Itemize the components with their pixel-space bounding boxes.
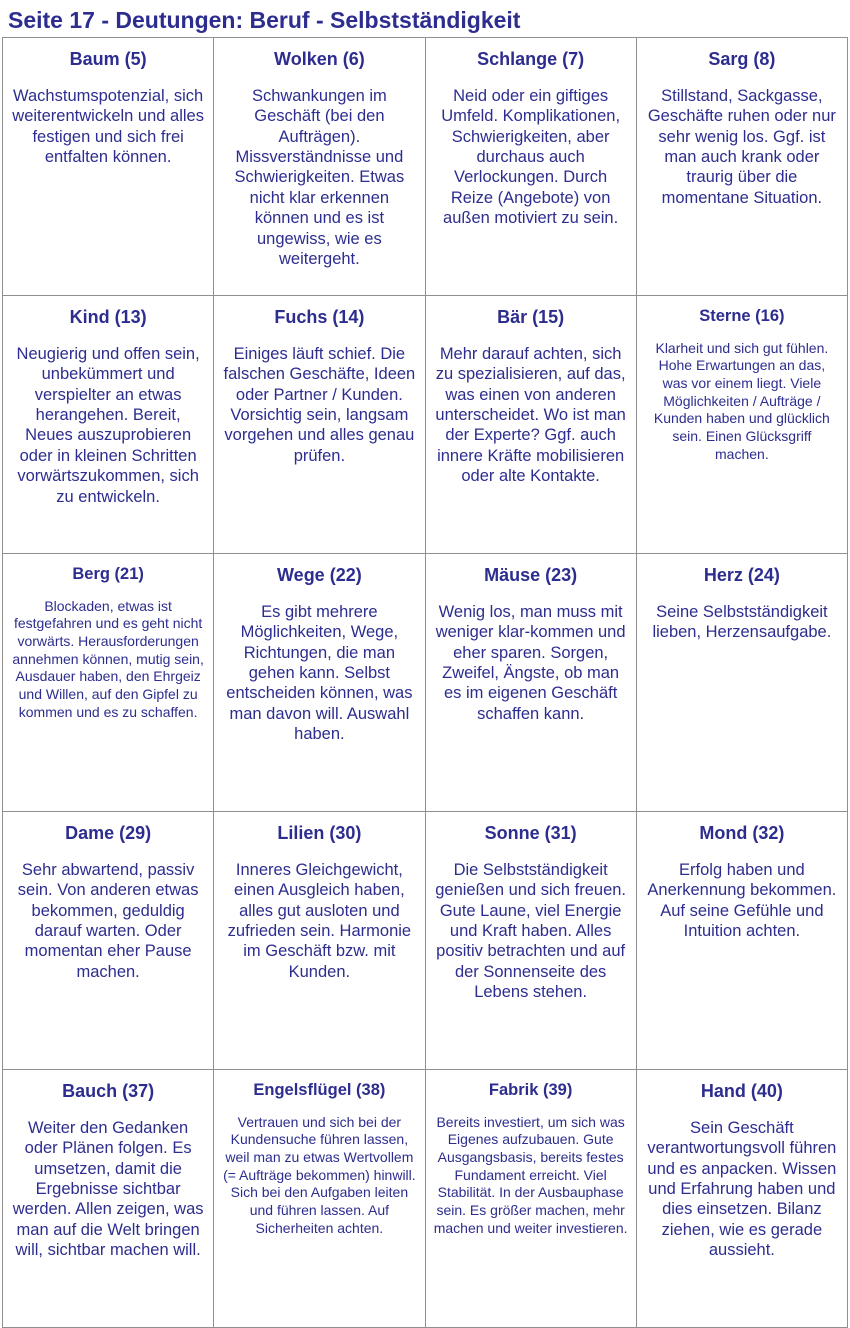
card-body: Wenig los, man muss mit weniger klar-kommen und eher sparen. Sorgen, Zweifel, Ängste, ob man es im eigenen Geschäft schaffen kann. [435, 602, 626, 723]
card-title: Kind (13) [69, 307, 147, 327]
card-title: Engelsflügel (38) [253, 1081, 386, 1099]
card-body: Wachstumspotenzial, sich weiterentwickeln und alles festigen und sich frei entfalten können. [12, 86, 204, 166]
card-cell [3, 38, 214, 296]
card-body: Schwankungen im Geschäft (bei den Aufträgen). Missverständnisse und Schwierigkeiten. Etwas nicht klar erkennen können und es ist ungewiss, wie es weitergeht. [234, 86, 405, 269]
page-title: Seite 17 - Deutungen: Beruf - Selbstständigkeit [8, 7, 521, 33]
card-title: Mond (32) [699, 823, 785, 843]
card-body: Die Selbstständigkeit genießen und sich freuen. Gute Laune, viel Energie und Kraft haben. Alles positiv betrachten und auf der Sonnenseite des Lebens stehen. [435, 860, 627, 1002]
card-body: Mehr darauf achten, sich zu spezialisieren, auf das, was einen von anderen unterscheidet. Wo ist man der Experte? Ggf. auch innere Kräfte mobilisieren oder alte Kontakte. [435, 344, 626, 486]
card-body: Seine Selbstständigkeit lieben, Herzensaufgabe. [652, 602, 832, 642]
card-title: Baum (5) [69, 49, 147, 69]
card-body: Neid oder ein giftiges Umfeld. Komplikationen, Schwierigkeiten, aber durchaus auch Verlockungen. Durch Reize (Angebote) von außen motiviert zu sein. [441, 86, 621, 228]
card-cell [214, 1070, 425, 1328]
card-title: Bär (15) [497, 307, 565, 327]
card-cell [214, 296, 425, 554]
card-body: Sein Geschäft verantwortungsvoll führen und es anpacken. Wissen und Erfahrung haben und dies einsetzen. Bilanz ziehen, wie es gerade aussieht. [647, 1118, 837, 1260]
card-cell [637, 296, 848, 554]
card-body: Klarheit und sich gut fühlen. Hohe Erwartungen an das, was vor einem liegt. Viele Möglichkeiten / Aufträge / Kunden haben und glücklich sein. Einen Glücksgriff machen. [653, 339, 830, 462]
card-cell [426, 296, 637, 554]
card-cell [214, 554, 425, 812]
card-cell [426, 1070, 637, 1328]
card-title: Fuchs (14) [274, 307, 365, 327]
card-body: Bereits investiert, um sich was Eigenes aufzubauen. Gute Ausgangsbasis, bereits festes Fundament erreicht. Viel Stabilität. In der Ausbauphase sein. Es größer machen, mehr machen und weiter investieren. [433, 1113, 628, 1236]
card-cell [426, 38, 637, 296]
card-title: Mäuse (23) [484, 565, 578, 585]
card-title: Bauch (37) [62, 1081, 155, 1101]
card-cell [3, 1070, 214, 1328]
card-cell [3, 812, 214, 1070]
card-title: Dame (29) [65, 823, 152, 843]
card-title: Sonne (31) [484, 823, 577, 843]
card-body: Inneres Gleichgewicht, einen Ausgleich haben, alles gut ausloten und zufrieden sein. Harmonie im Geschäft bzw. mit Kunden. [227, 860, 412, 981]
card-title: Berg (21) [72, 565, 144, 583]
card-body: Stillstand, Sackgasse, Geschäfte ruhen oder nur sehr wenig los. Ggf. ist man auch krank oder traurig über die momentane Situation. [647, 86, 836, 207]
card-cell [637, 554, 848, 812]
card-cell [426, 554, 637, 812]
card-title: Sterne (16) [699, 307, 785, 325]
card-body: Sehr abwartend, passiv sein. Von anderen etwas bekommen, geduldig darauf warten. Oder momentan eher Pause machen. [17, 860, 199, 981]
card-cell [214, 38, 425, 296]
card-title: Herz (24) [703, 565, 780, 585]
card-cell [3, 296, 214, 554]
card-title: Schlange (7) [477, 49, 585, 69]
card-title: Fabrik (39) [488, 1081, 573, 1099]
card-body: Blockaden, etwas ist festgefahren und es geht nicht vorwärts. Herausforderungen annehmen können, mutig sein, Ausdauer haben, den Ehrgeiz und Willen, auf den Gipfel zu kommen und es zu schaffen. [12, 597, 204, 720]
cards-grid [2, 37, 848, 1328]
card-cell [637, 38, 848, 296]
card-body: Neugierig und offen sein, unbekümmert und verspielter an etwas herangehen. Bereit, Neues auszuprobieren oder in kleinen Schritten vorwärtszukommen, sich zu entwickeln. [16, 344, 200, 506]
card-cell [426, 812, 637, 1070]
card-title: Wolken (6) [274, 49, 365, 69]
card-cell [637, 812, 848, 1070]
card-title: Sarg (8) [708, 49, 776, 69]
card-title: Wege (22) [277, 565, 362, 585]
card-cell [637, 1070, 848, 1328]
card-body: Weiter den Gedanken oder Plänen folgen. Es umsetzen, damit die Ergebnisse sichtbar werden. Allen zeigen, was man auf die Welt bringen will, sichtbar machen will. [12, 1118, 204, 1260]
card-body: Es gibt mehrere Möglichkeiten, Wege, Richtungen, die man gehen kann. Selbst entscheiden können, was man davon will. Auswahl haben. [226, 602, 413, 744]
card-title: Lilien (30) [277, 823, 362, 843]
card-cell [214, 812, 425, 1070]
card-title: Hand (40) [700, 1081, 783, 1101]
card-body: Einiges läuft schief. Die falschen Geschäfte, Ideen oder Partner / Kunden. Vorsichtig sein, langsam vorgehen und alles genau prüfen. [223, 344, 416, 465]
card-cell [3, 554, 214, 812]
card-body: Vertrauen und sich bei der Kundensuche führen lassen, weil man zu etwas Wertvollem (= Aufträge bekommen) hinwill. Sich bei den Aufgaben leiten und führen lassen. Auf Sicherheiten achten. [223, 1113, 416, 1236]
card-body: Erfolg haben und Anerkennung bekommen. Auf seine Gefühle und Intuition achten. [647, 860, 837, 940]
